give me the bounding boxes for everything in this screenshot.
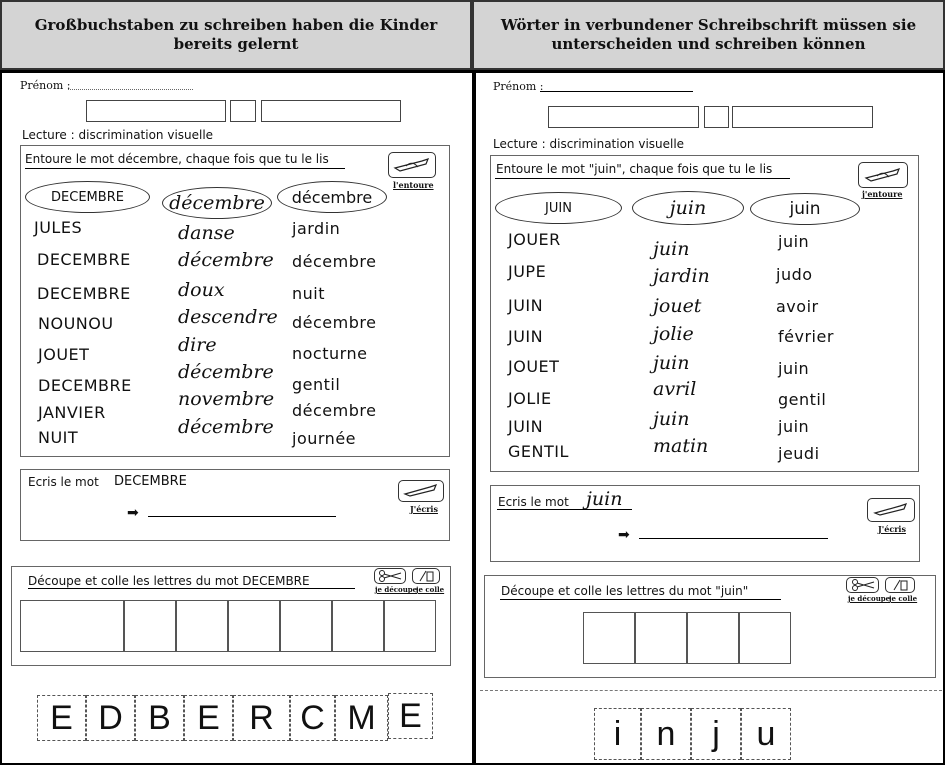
cut-letter-right: j [691, 708, 741, 760]
lecture-title-right: Lecture : discrimination visuelle [493, 137, 685, 151]
word-r-c2-r4: jolie [653, 323, 694, 345]
ecris-prefix: Ecris le mot [28, 475, 99, 489]
target-ellipse-right-1 [495, 192, 622, 224]
word-c2-r3: doux [178, 279, 225, 301]
target-ellipse-3 [277, 181, 387, 213]
word-r-c3-r5: juin [778, 359, 810, 378]
word-c1-r6: DECEMBRE [38, 376, 132, 395]
word-r-c3-r8: jeudi [778, 444, 820, 463]
target-word-3: décembre [291, 187, 373, 207]
name-box-2 [230, 100, 256, 122]
word-c1-r3: DECEMBRE [37, 284, 131, 303]
word-r-c1-r4: JUIN [508, 327, 544, 346]
paste-cell-right [583, 612, 635, 664]
paste-cell [384, 600, 436, 652]
target-word-right-2: juin [669, 197, 707, 219]
decoupe-underline-right [500, 599, 781, 600]
word-c2-r4: descendre [178, 306, 278, 328]
word-c1-r7: JANVIER [38, 403, 106, 422]
name-box-right-2 [704, 106, 729, 128]
name-box-1 [86, 100, 226, 122]
target-word-right-1: JUIN [545, 200, 572, 216]
scissors-icon-right [846, 577, 879, 593]
scissors-icon [374, 568, 406, 584]
word-r-c2-r3: jouet [653, 295, 702, 317]
ecris-underline-right [497, 509, 632, 510]
cut-letter-right: n [641, 708, 691, 760]
word-r-c1-r1: JOUER [508, 230, 561, 249]
ecris-label-right: J'écris [878, 524, 906, 534]
word-c2-r1: danse [178, 222, 235, 244]
paste-cell [332, 600, 384, 652]
word-c2-r6: décembre [178, 361, 274, 383]
target-word-right-3: juin [789, 199, 821, 219]
word-c1-r2: DECEMBRE [37, 250, 131, 269]
instruction-underline [25, 168, 345, 169]
word-r-c1-r2: JUPE [508, 262, 547, 281]
paste-cell-right [635, 612, 687, 664]
decoupe-label: je découpe [375, 585, 418, 594]
glue-icon-right [885, 577, 915, 593]
target-ellipse-1 [25, 181, 150, 213]
entoure-label: l'entoure [393, 180, 434, 190]
header-right [472, 0, 945, 70]
prenom-label: Prénom : [20, 79, 71, 92]
word-c3-r2: décembre [292, 252, 377, 271]
ecris-prefix-right: Ecris le mot [498, 495, 569, 509]
word-c3-r4: décembre [292, 313, 377, 332]
ecris-word: DECEMBRE [114, 474, 187, 489]
word-r-c1-r3: JUIN [508, 296, 544, 315]
cut-line [480, 690, 942, 691]
paste-cell [176, 600, 228, 652]
target-ellipse-right-2 [632, 191, 744, 225]
word-c2-r2: décembre [178, 249, 274, 271]
word-c3-r1: jardin [292, 219, 341, 238]
word-c2-r5: dire [178, 334, 217, 356]
word-r-c3-r2: judo [776, 265, 813, 284]
write-line-right [639, 538, 828, 539]
paste-cell [20, 600, 124, 652]
prenom-line-right [540, 91, 693, 92]
cut-letter-right: u [741, 708, 791, 760]
cut-letter: E [388, 693, 433, 739]
target-word-2: décembre [169, 192, 265, 214]
word-c1-r4: NOUNOU [38, 314, 114, 333]
cut-letter: R [233, 695, 290, 741]
cut-letter: B [135, 695, 184, 741]
colle-label-right: je colle [889, 594, 918, 603]
paste-cell-right [739, 612, 791, 664]
header-right-text: Wörter in verbundener Schreibschrift müssen sie unterscheiden und schreiben können [500, 16, 917, 53]
word-r-c3-r7: juin [778, 417, 810, 436]
word-r-c3-r4: février [778, 327, 834, 346]
word-c2-r7: novembre [178, 388, 275, 410]
word-r-c3-r3: avoir [776, 297, 819, 316]
word-r-c3-r6: gentil [778, 390, 827, 409]
word-c3-r7: décembre [292, 401, 377, 420]
word-c2-r8: décembre [178, 416, 274, 438]
name-box-3 [261, 100, 401, 122]
decoupe-text-right: Découpe et colle les lettres du mot "juin" [501, 584, 749, 598]
word-r-c2-r2: jardin [653, 265, 710, 287]
paste-cell [280, 600, 332, 652]
target-word-1: DECEMBRE [51, 189, 124, 205]
word-c1-r5: JOUET [38, 345, 90, 364]
word-r-c1-r5: JOUET [508, 357, 560, 376]
word-r-c2-r6: avril [653, 378, 697, 400]
arrow-icon-right: ➡ [618, 527, 630, 543]
header-left [0, 0, 472, 70]
decoupe-underline [28, 588, 355, 589]
word-r-c2-r5: juin [653, 352, 690, 374]
word-c1-r1: JULES [34, 218, 83, 237]
word-r-c1-r6: JOLIE [508, 389, 552, 408]
cut-letter: M [335, 695, 388, 741]
entoure-label-right: j'entoure [862, 189, 903, 199]
header-left-text: Großbuchstaben zu schreiben haben die Kinder bereits gelernt [34, 16, 438, 53]
ecris-word-right: juin [586, 488, 623, 510]
instruction-underline-right [495, 178, 790, 179]
pencil-icon-right [858, 162, 908, 188]
word-c3-r3: nuit [292, 284, 325, 303]
word-c1-r8: NUIT [38, 428, 79, 447]
prenom-line [68, 89, 193, 90]
glue-icon [412, 568, 440, 584]
word-c3-r6: gentil [292, 375, 341, 394]
pencil-write-icon-right [867, 498, 915, 522]
instruction-right: Entoure le mot "juin", chaque fois que tu le lis [496, 162, 773, 176]
lecture-title: Lecture : discrimination visuelle [22, 128, 214, 142]
name-box-right-3 [732, 106, 873, 128]
cut-letter-right: i [594, 708, 641, 760]
word-r-c2-r7: juin [653, 408, 690, 430]
word-c3-r5: nocturne [292, 344, 368, 363]
paste-cell [124, 600, 176, 652]
write-line [148, 516, 336, 517]
target-ellipse-right-3 [750, 193, 860, 225]
prenom-label-right: Prénom : [493, 80, 544, 93]
word-r-c2-r8: matin [653, 435, 709, 457]
word-r-c1-r7: JUIN [508, 417, 544, 436]
word-r-c2-r1: juin [653, 238, 690, 260]
word-r-c1-r8: GENTIL [508, 442, 569, 461]
ecris-label: J'écris [410, 504, 438, 514]
decoupe-text: Découpe et colle les lettres du mot DECEMBRE [28, 574, 310, 588]
cut-letter: C [290, 695, 335, 741]
colle-label: je colle [416, 585, 445, 594]
name-box-right-1 [548, 106, 699, 128]
pencil-icon [388, 152, 436, 178]
arrow-icon: ➡ [127, 505, 139, 521]
instruction: Entoure le mot décembre, chaque fois que tu le lis [25, 152, 329, 166]
cut-letter: E [184, 695, 233, 741]
paste-cell-right [687, 612, 739, 664]
word-c3-r8: journée [292, 429, 356, 448]
paste-cell [228, 600, 280, 652]
target-ellipse-2 [162, 187, 272, 219]
decoupe-label-right: je découpe [848, 594, 891, 603]
word-r-c3-r1: juin [778, 232, 810, 251]
pencil-write-icon [398, 480, 444, 502]
cut-letter: E [37, 695, 86, 741]
cut-letter: D [86, 695, 135, 741]
